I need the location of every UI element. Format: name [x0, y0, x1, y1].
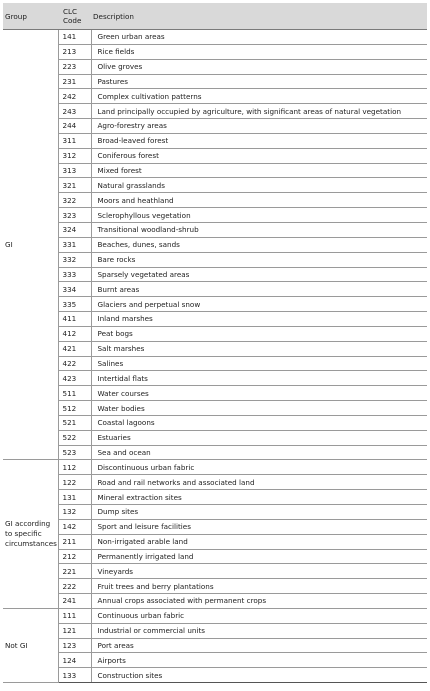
group-label: GI according to specific circumstances — [3, 460, 58, 608]
clc-code-cell: 222 — [58, 579, 91, 594]
description-cell: Complex cultivation patterns — [91, 89, 427, 104]
table-row — [3, 415, 427, 430]
clc-code-cell: 141 — [58, 30, 91, 45]
clc-code-cell: 323 — [58, 208, 91, 223]
table-row — [3, 445, 427, 460]
description-cell: Vineyards — [91, 564, 427, 579]
clc-code-cell: 221 — [58, 564, 91, 579]
table-row — [3, 623, 427, 638]
table-row — [3, 119, 427, 134]
description-cell: Sea and ocean — [91, 445, 427, 460]
clc-code-cell: 213 — [58, 44, 91, 59]
table-row — [3, 44, 427, 59]
table-row — [3, 608, 427, 623]
description-cell: Sclerophyllous vegetation — [91, 208, 427, 223]
table-row — [3, 104, 427, 119]
description-cell: Permanently irrigated land — [91, 549, 427, 564]
description-cell: Annual crops associated with permanent crops — [91, 594, 427, 609]
description-cell: Sparsely vegetated areas — [91, 267, 427, 282]
table-row — [3, 267, 427, 282]
table-row — [3, 178, 427, 193]
clc-code-cell: 522 — [58, 430, 91, 445]
clc-code-cell: 412 — [58, 326, 91, 341]
clc-code-cell: 332 — [58, 252, 91, 267]
clc-code-cell: 422 — [58, 356, 91, 371]
header-description: Description — [91, 3, 427, 30]
clc-code-cell: 123 — [58, 638, 91, 653]
table-row — [3, 297, 427, 312]
description-cell: Sport and leisure facilities — [91, 519, 427, 534]
description-cell: Coastal lagoons — [91, 415, 427, 430]
description-cell: Natural grasslands — [91, 178, 427, 193]
description-cell: Beaches, dunes, sands — [91, 237, 427, 252]
table-header-row — [3, 3, 427, 30]
table-row — [3, 579, 427, 594]
clc-code-cell: 121 — [58, 623, 91, 638]
table-row — [3, 460, 427, 475]
clc-code-cell: 411 — [58, 312, 91, 327]
description-cell: Estuaries — [91, 430, 427, 445]
table-row — [3, 534, 427, 549]
header-clc-code — [58, 3, 91, 30]
table-body — [3, 30, 427, 683]
clc-code-cell: 523 — [58, 445, 91, 460]
clc-code-cell: 311 — [58, 133, 91, 148]
clc-code-cell: 112 — [58, 460, 91, 475]
description-cell: Airports — [91, 653, 427, 668]
header-code-line2: Code — [63, 16, 82, 25]
table-row — [3, 371, 427, 386]
table-row — [3, 386, 427, 401]
clc-code-cell: 122 — [58, 475, 91, 490]
description-cell: Fruit trees and berry plantations — [91, 579, 427, 594]
clc-code-cell: 521 — [58, 415, 91, 430]
clc-classification-table — [3, 3, 427, 683]
clc-code-cell: 241 — [58, 594, 91, 609]
clc-code-cell: 423 — [58, 371, 91, 386]
table-row — [3, 252, 427, 267]
table-row — [3, 638, 427, 653]
table-row — [3, 222, 427, 237]
clc-code-cell: 321 — [58, 178, 91, 193]
table-row — [3, 356, 427, 371]
clc-code-cell: 111 — [58, 608, 91, 623]
table-row — [3, 282, 427, 297]
description-cell: Construction sites — [91, 668, 427, 683]
description-cell: Salt marshes — [91, 341, 427, 356]
table-row — [3, 594, 427, 609]
clc-code-cell: 223 — [58, 59, 91, 74]
clc-code-cell: 331 — [58, 237, 91, 252]
clc-code-cell: 142 — [58, 519, 91, 534]
clc-code-cell: 512 — [58, 401, 91, 416]
description-cell: Peat bogs — [91, 326, 427, 341]
table-row — [3, 59, 427, 74]
description-cell: Water bodies — [91, 401, 427, 416]
table-row — [3, 475, 427, 490]
table-row — [3, 490, 427, 505]
clc-code-cell: 313 — [58, 163, 91, 178]
header-group: Group — [3, 3, 58, 30]
description-cell: Discontinuous urban fabric — [91, 460, 427, 475]
table-row — [3, 401, 427, 416]
table-row — [3, 30, 427, 45]
description-cell: Continuous urban fabric — [91, 608, 427, 623]
table-row — [3, 163, 427, 178]
description-cell: Industrial or commercial units — [91, 623, 427, 638]
description-cell: Road and rail networks and associated land — [91, 475, 427, 490]
table-row — [3, 208, 427, 223]
table-row — [3, 312, 427, 327]
description-cell: Salines — [91, 356, 427, 371]
description-cell: Pastures — [91, 74, 427, 89]
description-cell: Olive groves — [91, 59, 427, 74]
table-row — [3, 74, 427, 89]
clc-code-cell: 124 — [58, 653, 91, 668]
group-label: GI — [3, 30, 58, 460]
description-cell: Transitional woodland-shrub — [91, 222, 427, 237]
table-row — [3, 326, 427, 341]
clc-code-cell: 231 — [58, 74, 91, 89]
table-row — [3, 193, 427, 208]
clc-code-cell: 324 — [58, 222, 91, 237]
clc-code-cell: 243 — [58, 104, 91, 119]
table-row — [3, 564, 427, 579]
description-cell: Intertidal flats — [91, 371, 427, 386]
table-row — [3, 653, 427, 668]
description-cell: Glaciers and perpetual snow — [91, 297, 427, 312]
description-cell: Mineral extraction sites — [91, 490, 427, 505]
description-cell: Rice fields — [91, 44, 427, 59]
group-label: Not GI — [3, 608, 58, 682]
clc-code-cell: 322 — [58, 193, 91, 208]
header-code-line1: CLC — [63, 7, 78, 16]
clc-code-cell: 312 — [58, 148, 91, 163]
description-cell: Inland marshes — [91, 312, 427, 327]
table-row — [3, 668, 427, 683]
clc-code-cell: 132 — [58, 505, 91, 520]
clc-code-cell: 131 — [58, 490, 91, 505]
description-cell: Bare rocks — [91, 252, 427, 267]
clc-code-cell: 133 — [58, 668, 91, 683]
table-row — [3, 133, 427, 148]
clc-code-cell: 242 — [58, 89, 91, 104]
description-cell: Mixed forest — [91, 163, 427, 178]
description-cell: Broad-leaved forest — [91, 133, 427, 148]
description-cell: Coniferous forest — [91, 148, 427, 163]
description-cell: Dump sites — [91, 505, 427, 520]
description-cell: Burnt areas — [91, 282, 427, 297]
table-row — [3, 341, 427, 356]
table-row — [3, 237, 427, 252]
description-cell: Non-irrigated arable land — [91, 534, 427, 549]
clc-code-cell: 212 — [58, 549, 91, 564]
table-row — [3, 148, 427, 163]
table-row — [3, 430, 427, 445]
table-row — [3, 505, 427, 520]
table-row — [3, 519, 427, 534]
table-row — [3, 89, 427, 104]
table-row — [3, 549, 427, 564]
description-cell: Water courses — [91, 386, 427, 401]
clc-code-cell: 511 — [58, 386, 91, 401]
description-cell: Green urban areas — [91, 30, 427, 45]
clc-code-cell: 421 — [58, 341, 91, 356]
clc-code-cell: 334 — [58, 282, 91, 297]
description-cell: Land principally occupied by agriculture, with significant areas of natural vegetation — [91, 104, 427, 119]
clc-code-cell: 335 — [58, 297, 91, 312]
description-cell: Port areas — [91, 638, 427, 653]
clc-code-cell: 333 — [58, 267, 91, 282]
description-cell: Agro-forestry areas — [91, 119, 427, 134]
clc-code-cell: 211 — [58, 534, 91, 549]
description-cell: Moors and heathland — [91, 193, 427, 208]
clc-code-cell: 244 — [58, 119, 91, 134]
